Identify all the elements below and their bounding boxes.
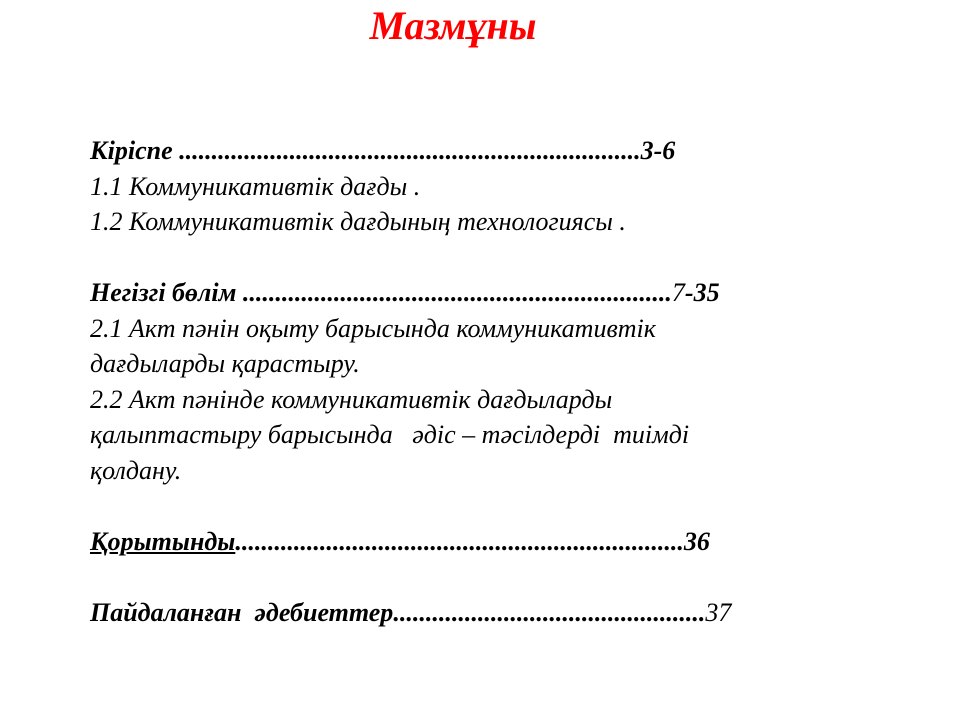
toc-entry-intro: [90, 133, 910, 169]
toc-entry-2-2-line-2: қалыптастыру барысында әдіс – тәсілдерді тиімді: [90, 420, 690, 449]
toc-leader-dots: .......................................................................: [172, 136, 641, 165]
table-of-contents: [90, 133, 910, 630]
spacer: [90, 488, 910, 524]
toc-entry-2-2-line-3: қолдану.: [90, 455, 182, 485]
toc-entry-conclusion: [90, 524, 910, 560]
toc-page-number-end: -35: [684, 278, 720, 307]
toc-leader-dots: ..................................................................: [236, 278, 672, 307]
toc-entry-1-2: 1.2 Коммуникативтік дағдының технологиясы .: [90, 207, 626, 236]
toc-page-number: 7: [671, 278, 685, 307]
toc-entry-main: [90, 275, 910, 311]
toc-page-number: 37: [705, 597, 732, 627]
toc-leader-dots: .....................................................................: [235, 526, 684, 556]
spacer: [90, 559, 910, 595]
spacer: [90, 240, 910, 276]
toc-leader-dots: ................................................: [393, 597, 706, 627]
toc-entry-label: Кіріспе: [90, 136, 173, 165]
toc-entry-2-2-line-1: 2.2 Акт пәнінде коммуникативтік дағдыларды: [90, 384, 613, 414]
toc-entry-2-1-line-2: дағдыларды қарастыру.: [90, 349, 360, 378]
toc-entry-label: Негізгі бөлім: [90, 278, 237, 307]
page-title: Мазмұны: [369, 3, 537, 48]
toc-entry-label: Пайдаланған әдебиеттер: [90, 597, 394, 627]
toc-entry-label: Қорытынды: [90, 526, 236, 556]
toc-page-number: 36: [683, 526, 710, 556]
toc-entry-1-1: 1.1 Коммуникативтік дағды .: [90, 171, 421, 201]
toc-page-number: 3-6: [640, 136, 676, 165]
toc-entry-references: [90, 595, 910, 631]
toc-entry-2-1-line-1: 2.1 Акт пәнін оқыту барысында коммуникативтік: [90, 313, 656, 343]
